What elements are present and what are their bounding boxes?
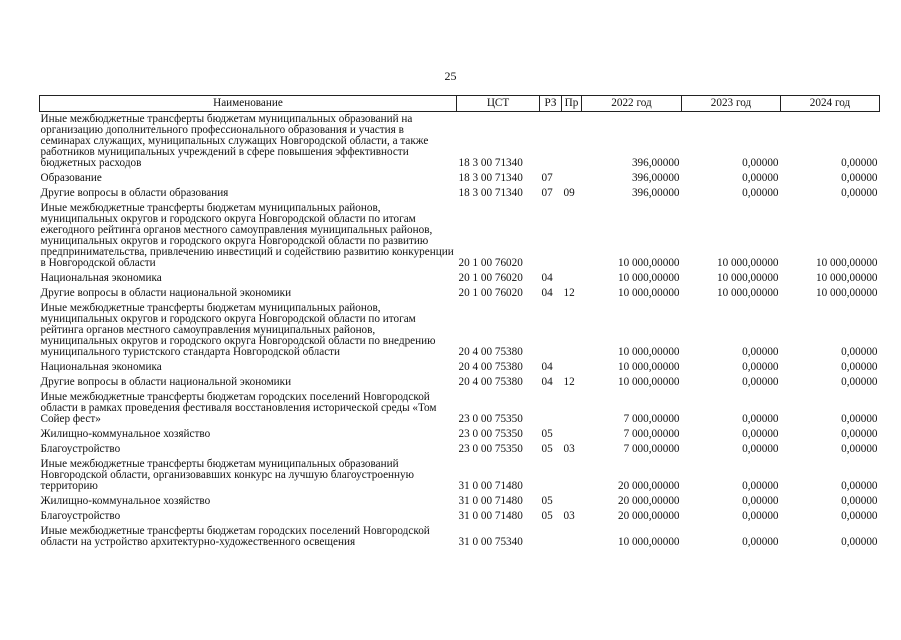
row-cst: 20 1 00 76020 bbox=[458, 287, 523, 299]
header-pr: Пр bbox=[562, 96, 582, 112]
row-2024: 0,00000 bbox=[841, 376, 878, 388]
row-2023: 0,00000 bbox=[742, 172, 779, 184]
row-2022: 10 000,00000 bbox=[617, 257, 680, 269]
row-2022: 10 000,00000 bbox=[617, 376, 680, 388]
row-rz: 04 bbox=[541, 376, 553, 388]
row-rz bbox=[540, 301, 562, 360]
row-pr: 09 bbox=[563, 187, 575, 199]
row-pr bbox=[562, 390, 582, 427]
row-2022: 10 000,00000 bbox=[617, 536, 680, 548]
row-cst: 31 0 00 75340 bbox=[458, 536, 523, 548]
row-2022: 10 000,00000 bbox=[617, 287, 680, 299]
row-pr bbox=[562, 171, 582, 186]
row-name: Иные межбюджетные трансферты бюджетам муниципальных образований на организацию дополнительного профессионального образования и участия в семинарах служащих, муниципальных служащих Новгородской области, а также работников муниципальных учреждений в сфере повышения эффективности бюджетных расходов bbox=[40, 113, 429, 169]
budget-table bbox=[39, 95, 880, 550]
row-rz: 07 bbox=[541, 187, 553, 199]
row-rz bbox=[540, 390, 562, 427]
row-pr bbox=[562, 457, 582, 494]
row-2024: 0,00000 bbox=[841, 172, 878, 184]
table-row bbox=[40, 457, 880, 494]
row-2024: 0,00000 bbox=[841, 413, 878, 425]
row-cst: 18 3 00 71340 bbox=[458, 157, 523, 169]
row-pr bbox=[562, 524, 582, 550]
row-pr: 12 bbox=[563, 287, 575, 299]
row-name: Национальная экономика bbox=[40, 272, 162, 284]
row-2024: 0,00000 bbox=[841, 157, 878, 169]
row-name: Образование bbox=[40, 172, 102, 184]
row-2022: 7 000,00000 bbox=[623, 428, 680, 440]
row-cst: 23 0 00 75350 bbox=[458, 443, 523, 455]
row-cst: 20 4 00 75380 bbox=[458, 376, 523, 388]
row-rz bbox=[540, 457, 562, 494]
table-row bbox=[40, 171, 880, 186]
row-name: Иные межбюджетные трансферты бюджетам городских поселений Новгородской области в рамках проведения фестиваля восстановления исторической среды «Том Сойер фест» bbox=[40, 391, 437, 425]
header-rz: РЗ bbox=[540, 96, 562, 112]
row-2024: 0,00000 bbox=[841, 480, 878, 492]
row-2023: 0,00000 bbox=[742, 187, 779, 199]
row-name: Жилищно-коммунальное хозяйство bbox=[40, 495, 211, 507]
row-2024: 0,00000 bbox=[841, 495, 878, 507]
row-rz bbox=[540, 112, 562, 172]
row-2024: 10 000,00000 bbox=[815, 257, 878, 269]
row-2022: 10 000,00000 bbox=[617, 346, 680, 358]
row-2022: 396,00000 bbox=[631, 157, 680, 169]
row-2022: 7 000,00000 bbox=[623, 413, 680, 425]
table-row bbox=[40, 494, 880, 509]
row-pr bbox=[562, 201, 582, 271]
table-row bbox=[40, 271, 880, 286]
table-row bbox=[40, 301, 880, 360]
row-2024: 0,00000 bbox=[841, 187, 878, 199]
row-2022: 7 000,00000 bbox=[623, 443, 680, 455]
row-name: Жилищно-коммунальное хозяйство bbox=[40, 428, 211, 440]
header-2023: 2023 год bbox=[682, 96, 781, 112]
row-cst: 20 4 00 75380 bbox=[458, 346, 523, 358]
row-2023: 0,00000 bbox=[742, 157, 779, 169]
row-cst: 23 0 00 75350 bbox=[458, 428, 523, 440]
row-2024: 0,00000 bbox=[841, 428, 878, 440]
row-pr bbox=[562, 301, 582, 360]
row-cst: 31 0 00 71480 bbox=[458, 480, 523, 492]
row-2024: 0,00000 bbox=[841, 510, 878, 522]
row-2023: 0,00000 bbox=[742, 495, 779, 507]
page-number: 25 bbox=[444, 69, 457, 83]
table-row bbox=[40, 390, 880, 427]
table-row bbox=[40, 524, 880, 550]
row-2024: 0,00000 bbox=[841, 443, 878, 455]
row-rz: 05 bbox=[541, 510, 553, 522]
row-name: Иные межбюджетные трансферты бюджетам муниципальных районов, муниципальных округов и городского округа Новгородской области по итогам ежегодного рейтинга органов местного самоуправления муниципальных районов, муниципальных округов и городского округа Новгородской области по развитию предпринимательства, привлечению инвестиций и содействию развитию конкуренции в Новгородской области bbox=[40, 202, 454, 269]
row-2022: 396,00000 bbox=[631, 187, 680, 199]
row-rz: 05 bbox=[541, 495, 553, 507]
row-2022: 20 000,00000 bbox=[617, 510, 680, 522]
row-2023: 0,00000 bbox=[742, 376, 779, 388]
row-pr bbox=[562, 271, 582, 286]
row-2023: 0,00000 bbox=[742, 536, 779, 548]
table-row bbox=[40, 509, 880, 524]
row-pr bbox=[562, 360, 582, 375]
row-name: Другие вопросы в области национальной экономики bbox=[40, 287, 292, 299]
row-2024: 0,00000 bbox=[841, 536, 878, 548]
row-2024: 10 000,00000 bbox=[815, 287, 878, 299]
table-row bbox=[40, 112, 880, 172]
row-2024: 0,00000 bbox=[841, 346, 878, 358]
table-row bbox=[40, 360, 880, 375]
row-2023: 0,00000 bbox=[742, 510, 779, 522]
row-2024: 0,00000 bbox=[841, 361, 878, 373]
row-cst: 31 0 00 71480 bbox=[458, 495, 523, 507]
row-2023: 0,00000 bbox=[742, 480, 779, 492]
header-cst: ЦСТ bbox=[457, 96, 540, 112]
row-rz: 05 bbox=[541, 443, 553, 455]
row-pr bbox=[562, 112, 582, 172]
row-rz: 04 bbox=[541, 272, 553, 284]
row-2023: 10 000,00000 bbox=[716, 287, 779, 299]
table-header-row bbox=[40, 96, 880, 112]
row-rz: 05 bbox=[541, 428, 553, 440]
row-name: Иные межбюджетные трансферты бюджетам муниципальных районов, муниципальных округов и городского округа Новгородской области по итогам рейтинга органов местного самоуправления муниципальных районов, муниципальных округов и городского округа Новгородской области по внедрению муниципального туристского стандарта Новгородской области bbox=[40, 302, 436, 358]
row-rz: 04 bbox=[541, 361, 553, 373]
row-2022: 10 000,00000 bbox=[617, 272, 680, 284]
row-2022: 20 000,00000 bbox=[617, 480, 680, 492]
row-pr: 03 bbox=[563, 510, 575, 522]
row-name: Благоустройство bbox=[40, 443, 121, 455]
row-cst: 20 1 00 76020 bbox=[458, 272, 523, 284]
table-row bbox=[40, 375, 880, 390]
row-2022: 396,00000 bbox=[631, 172, 680, 184]
row-rz bbox=[540, 201, 562, 271]
row-2023: 0,00000 bbox=[742, 443, 779, 455]
header-2022: 2022 год bbox=[582, 96, 682, 112]
row-pr: 03 bbox=[563, 443, 575, 455]
row-pr bbox=[562, 427, 582, 442]
row-cst: 31 0 00 71480 bbox=[458, 510, 523, 522]
row-name: Другие вопросы в области образования bbox=[40, 187, 229, 199]
row-2024: 10 000,00000 bbox=[815, 272, 878, 284]
row-pr bbox=[562, 494, 582, 509]
row-cst: 20 1 00 76020 bbox=[458, 257, 523, 269]
row-cst: 18 3 00 71340 bbox=[458, 187, 523, 199]
row-name: Благоустройство bbox=[40, 510, 121, 522]
row-cst: 23 0 00 75350 bbox=[458, 413, 523, 425]
row-2022: 20 000,00000 bbox=[617, 495, 680, 507]
row-name: Иные межбюджетные трансферты бюджетам городских поселений Новгородской области на устройство архитектурно-художественного освещения bbox=[40, 525, 430, 548]
row-rz: 07 bbox=[541, 172, 553, 184]
row-2023: 0,00000 bbox=[742, 346, 779, 358]
row-2023: 10 000,00000 bbox=[716, 272, 779, 284]
row-2022: 10 000,00000 bbox=[617, 361, 680, 373]
row-2023: 0,00000 bbox=[742, 428, 779, 440]
row-name: Иные межбюджетные трансферты бюджетам муниципальных образований Новгородской области, организовавших конкурс на лучшую благоустроенную территорию bbox=[40, 458, 414, 492]
row-2023: 10 000,00000 bbox=[716, 257, 779, 269]
row-name: Национальная экономика bbox=[40, 361, 162, 373]
row-2023: 0,00000 bbox=[742, 361, 779, 373]
row-cst: 20 4 00 75380 bbox=[458, 361, 523, 373]
row-pr: 12 bbox=[563, 376, 575, 388]
header-2024: 2024 год bbox=[781, 96, 880, 112]
table-row bbox=[40, 286, 880, 301]
row-name: Другие вопросы в области национальной экономики bbox=[40, 376, 292, 388]
row-2023: 0,00000 bbox=[742, 413, 779, 425]
row-rz: 04 bbox=[541, 287, 553, 299]
row-cst: 18 3 00 71340 bbox=[458, 172, 523, 184]
row-rz bbox=[540, 524, 562, 550]
table-row bbox=[40, 186, 880, 201]
header-name: Наименование bbox=[40, 96, 457, 112]
table-row bbox=[40, 442, 880, 457]
table-row bbox=[40, 201, 880, 271]
table-row bbox=[40, 427, 880, 442]
